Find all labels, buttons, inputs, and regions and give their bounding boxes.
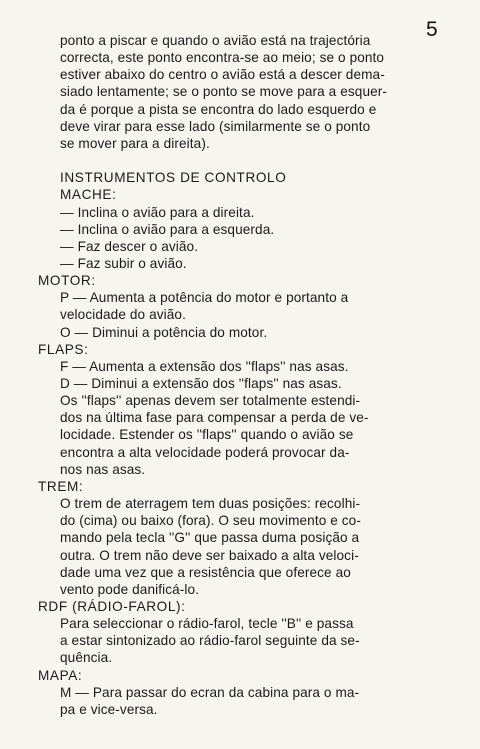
section-heading: FLAPS: bbox=[38, 341, 89, 357]
section-heading: RDF (RÁDIO-FAROL): bbox=[38, 598, 186, 614]
text-line: locidade. Estender os ''flaps'' quando o avião se bbox=[60, 427, 354, 443]
text-line: M — Para passar do ecran da cabina para o ma- bbox=[60, 684, 360, 700]
text-line: dos na última fase para compensar a perda de ve- bbox=[60, 410, 369, 426]
text-line: Os ''flaps'' apenas devem ser totalmente estendi- bbox=[60, 393, 361, 409]
text-line: nos nas asas. bbox=[60, 461, 146, 477]
text-line: — Inclina o avião para a direita. bbox=[60, 204, 255, 220]
text-line: vento pode danificá-lo. bbox=[60, 581, 200, 597]
text-line: correcta, este ponto encontra-se ao meio; se o ponto bbox=[60, 50, 385, 66]
text-line: a estar sintonizado ao rádio-farol seguinte da se- bbox=[60, 633, 360, 649]
text-line: do (cima) ou baixo (fora). O seu movimento e co- bbox=[60, 513, 361, 529]
text-line: O trem de aterragem tem duas posições: recolhi- bbox=[60, 496, 361, 512]
text-line: Para seleccionar o rádio-farol, tecle ''B'' e passa bbox=[60, 616, 354, 632]
text-line: mando pela tecla ''G'' que passa duma posição a bbox=[60, 530, 360, 546]
section-heading: MAPA: bbox=[38, 667, 83, 683]
text-line: F — Aumenta a extensão dos ''flaps'' nas asas. bbox=[60, 358, 349, 374]
text-line: dade uma vez que a resistência que oferece ao bbox=[60, 564, 351, 580]
text-line: da é porque a pista se encontra do lado esquerdo e bbox=[60, 101, 377, 117]
text-line: — Faz subir o avião. bbox=[60, 255, 187, 271]
text-line: P — Aumenta a potência do motor e portanto a bbox=[60, 290, 349, 306]
text-line: ponto a piscar e quando o avião está na trajectória bbox=[60, 33, 371, 48]
page-number: 5 bbox=[426, 18, 438, 41]
text-line: — Inclina o avião para a esquerda. bbox=[60, 221, 275, 237]
text-line: se mover para a direita). bbox=[60, 135, 210, 151]
text-line: — Faz descer o avião. bbox=[60, 238, 199, 254]
text-line: encontra a alta velocidade poderá provocar da- bbox=[60, 444, 350, 460]
text-line: velocidade do avião. bbox=[60, 307, 186, 323]
text-line: siado lentamente; se o ponto se move para a esquer- bbox=[60, 84, 388, 100]
text-line: outra. O trem não deve ser baixado a alta veloci- bbox=[60, 547, 359, 563]
text-line: quência. bbox=[60, 650, 113, 666]
section-heading: MACHE: bbox=[60, 187, 117, 203]
section-heading: INSTRUMENTOS DE CONTROLO bbox=[60, 170, 287, 186]
text-line: D — Diminui a extensão dos ''flaps'' nas asas. bbox=[60, 376, 342, 391]
section-heading: TREM: bbox=[38, 478, 84, 494]
text-line: estiver abaixo do centro o avião está a descer dema- bbox=[60, 67, 385, 83]
text-line: deve virar para esse lado (similarmente se o ponto bbox=[60, 118, 371, 134]
section-heading: MOTOR: bbox=[38, 273, 96, 289]
text-line: O — Diminui a potência do motor. bbox=[60, 324, 268, 340]
text-line: pa e vice-versa. bbox=[60, 701, 158, 717]
